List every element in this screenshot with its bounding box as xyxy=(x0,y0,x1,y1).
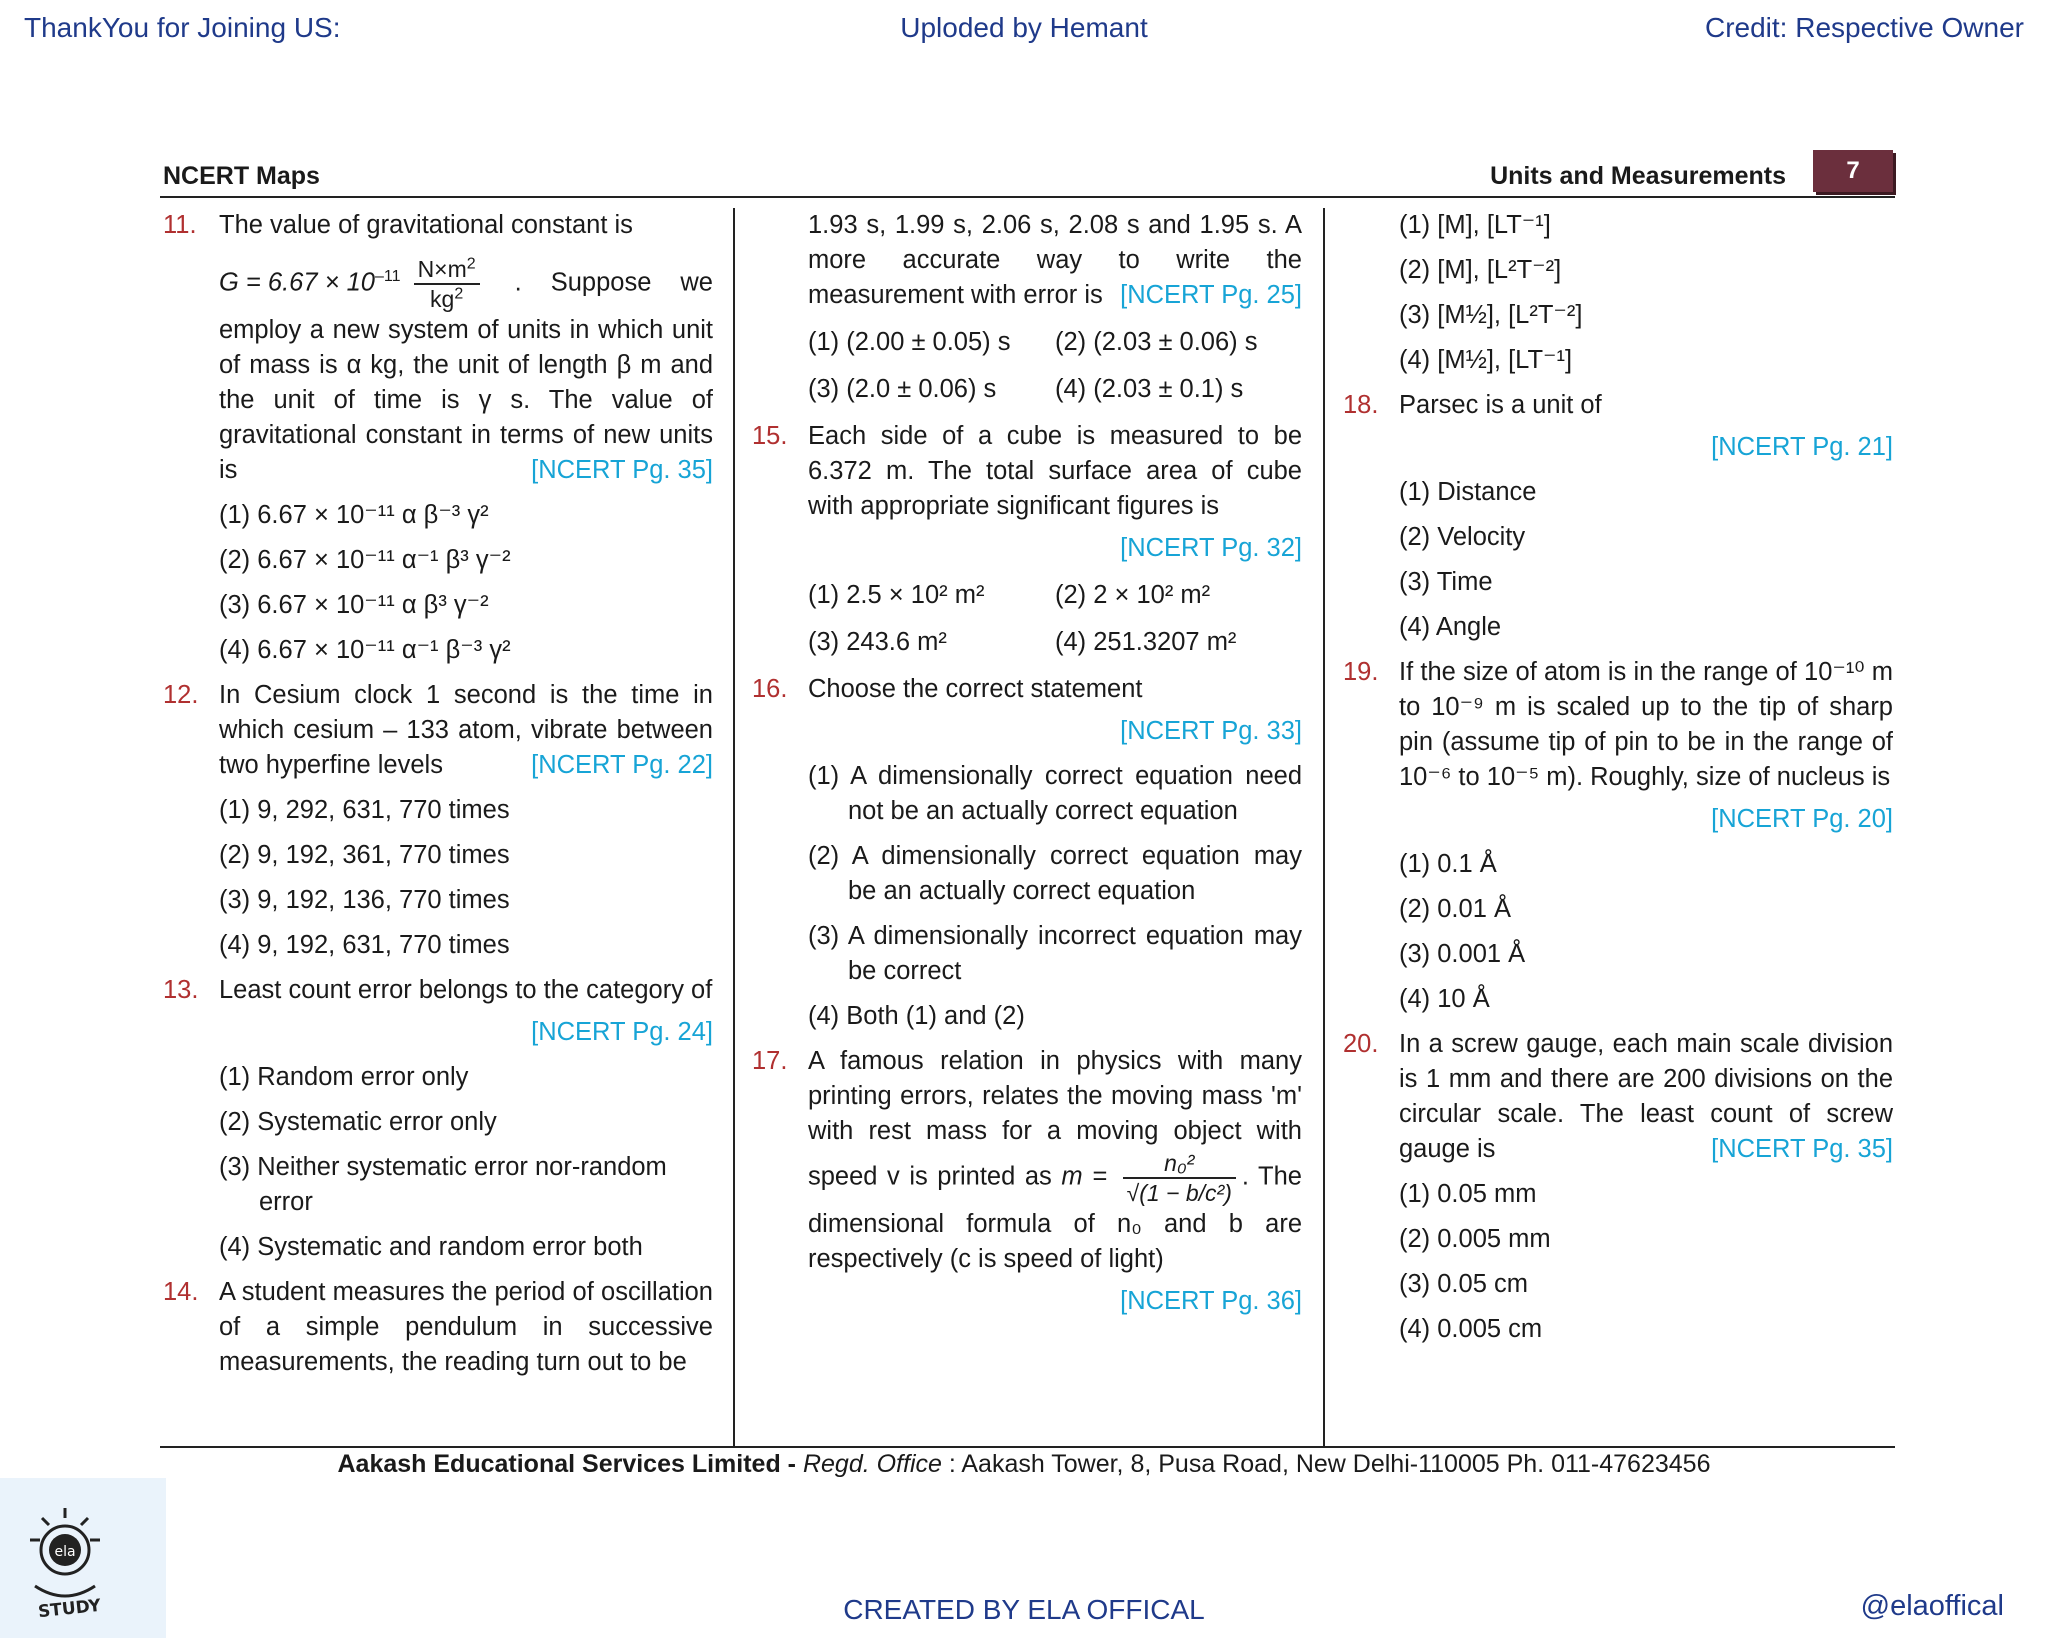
option-4[interactable]: (4) (2.03 ± 0.1) s xyxy=(1055,375,1244,403)
option-3[interactable]: (3) Neither systematic error nor-random error xyxy=(219,1153,667,1216)
question-number: 17. xyxy=(752,1047,788,1075)
question-text: Choose the correct statement xyxy=(808,675,1143,703)
option-3[interactable]: (3) 6.67 × 10⁻¹¹ α β³ γ⁻² xyxy=(219,591,489,619)
option-3[interactable]: (3) A dimensionally incorrect equation may be correct xyxy=(808,922,1302,985)
mass-equation-fraction: $\frac{\text{n₀²}}{\text{√(1 − b/c²)}}$ xyxy=(1123,1149,1236,1207)
option-1[interactable]: (1) 9, 292, 631, 770 times xyxy=(219,796,510,824)
option-1[interactable]: (1) Distance xyxy=(1399,478,1537,506)
question-12 xyxy=(163,678,713,783)
column-1 xyxy=(163,208,713,1387)
option-3[interactable]: (3) [M½], [L²T⁻²] xyxy=(1399,301,1583,329)
question-19 xyxy=(1343,655,1893,795)
question-14 xyxy=(163,1275,713,1380)
question-15 xyxy=(752,419,1302,524)
question-text: Parsec is a unit of xyxy=(1399,391,1602,419)
option-row xyxy=(752,372,1302,407)
option-2[interactable]: (2) Systematic error only xyxy=(219,1108,497,1136)
option-2[interactable]: (2) [M], [L²T⁻²] xyxy=(1399,256,1562,284)
ncert-reference: [NCERT Pg. 35] xyxy=(531,456,713,484)
option-4[interactable]: (4) Systematic and random error both xyxy=(219,1233,643,1261)
option-1[interactable]: (1) (2.00 ± 0.05) s xyxy=(808,328,1011,356)
question-18 xyxy=(1343,388,1893,423)
gravity-unit-fraction: $\frac{N\times m^2}{kg^2}$ xyxy=(414,255,480,313)
option-4[interactable]: (4) 10 Å xyxy=(1399,985,1490,1013)
ncert-reference: [NCERT Pg. 32] xyxy=(1120,534,1302,562)
option-2[interactable]: (2) 0.005 mm xyxy=(1399,1225,1551,1253)
option-4[interactable]: (4) [M½], [LT⁻¹] xyxy=(1399,346,1573,374)
question-11 xyxy=(163,208,713,488)
option-1[interactable]: (1) A dimensionally correct equation need not be an actually correct equation xyxy=(808,762,1302,825)
banner-left: ThankYou for Joining US: xyxy=(24,12,341,43)
option-row xyxy=(752,325,1302,360)
option-4[interactable]: (4) Both (1) and (2) xyxy=(808,1002,1025,1030)
ncert-reference: [NCERT Pg. 22] xyxy=(531,751,713,779)
banner-right: Credit: Respective Owner xyxy=(1704,12,2024,43)
question-text: In a screw gauge, each main scale division is 1 mm and there are 200 divisions on the circular scale. The least count of screw gauge is xyxy=(1399,1030,1893,1163)
question-text-cont: . Suppose we employ a new system of units in which unit of mass is α kg, the unit of length β m and the unit of time is γ s. The value of gravitational constant in terms of new units is xyxy=(219,268,713,484)
created-by-credit: CREATED BY ELA OFFICAL xyxy=(843,1594,1205,1625)
ncert-reference: [NCERT Pg. 20] xyxy=(1711,805,1893,833)
column-3 xyxy=(1343,208,1893,1357)
question-number: 11. xyxy=(163,211,197,239)
footer-address: Aakash Educational Services Limited - Regd. Office : Aakash Tower, 8, Pusa Road, New Delhi-110005 Ph. 011-47623456 xyxy=(337,1450,1711,1478)
option-2[interactable]: (2) 6.67 × 10⁻¹¹ α⁻¹ β³ γ⁻² xyxy=(219,546,511,574)
question-text: If the size of atom is in the range of 10⁻¹⁰ m to 10⁻⁹ m is scaled up to the tip of sharp pin (assume tip of pin to be in the range of 10⁻⁶ to 10⁻⁵ m). Roughly, size of nucleus is xyxy=(1399,658,1893,791)
option-3[interactable]: (3) 243.6 m² xyxy=(808,628,947,656)
option-4[interactable]: (4) 251.3207 m² xyxy=(1055,628,1237,656)
option-2[interactable]: (2) 2 × 10² m² xyxy=(1055,581,1211,609)
svg-text:ela: ela xyxy=(54,1544,76,1560)
question-number: 14. xyxy=(163,1278,199,1306)
ncert-reference: [NCERT Pg. 33] xyxy=(1120,717,1302,745)
question-text: Each side of a cube is measured to be 6.372 m. The total surface area of cube with appropriate significant figures is xyxy=(808,422,1302,520)
gravity-constant-value: G = 6.67 × 10 xyxy=(219,268,375,297)
option-4[interactable]: (4) 9, 192, 631, 770 times xyxy=(219,931,510,959)
ncert-reference: [NCERT Pg. 24] xyxy=(531,1018,713,1046)
question-number: 13. xyxy=(163,976,199,1004)
question-number: 19. xyxy=(1343,658,1379,686)
option-3[interactable]: (3) 0.05 cm xyxy=(1399,1270,1528,1298)
footer-rule xyxy=(160,1446,1895,1448)
column-divider-1 xyxy=(733,208,735,1446)
option-3[interactable]: (3) 0.001 Å xyxy=(1399,940,1526,968)
question-text: Least count error belongs to the category of xyxy=(219,976,713,1004)
question-text-cont: dimensional formula of n₀ and b are respectively (c is speed of light) xyxy=(808,1210,1302,1273)
option-4[interactable]: (4) 6.67 × 10⁻¹¹ α⁻¹ β⁻³ γ² xyxy=(219,636,511,664)
option-4[interactable]: (4) 0.005 cm xyxy=(1399,1315,1543,1343)
social-handle[interactable]: @elaoffical xyxy=(1860,1590,2004,1622)
ncert-reference: [NCERT Pg. 35] xyxy=(1711,1135,1893,1163)
gravity-exponent: –11 xyxy=(374,268,401,286)
question-number: 16. xyxy=(752,675,788,703)
header-chapter-title: Units and Measurements xyxy=(1490,162,1786,190)
question-text: In Cesium clock 1 second is the time in which cesium – 133 atom, vibrate between two hyperfine levels xyxy=(219,681,713,779)
option-3[interactable]: (3) 9, 192, 136, 770 times xyxy=(219,886,510,914)
option-3[interactable]: (3) (2.0 ± 0.06) s xyxy=(808,375,997,403)
question-13 xyxy=(163,973,713,1008)
banner-center: Uploded by Hemant xyxy=(900,12,1148,43)
header-book-title: NCERT Maps xyxy=(163,162,320,190)
option-1[interactable]: (1) Random error only xyxy=(219,1063,469,1091)
option-1[interactable]: (1) [M], [LT⁻¹] xyxy=(1399,211,1551,239)
header-rule xyxy=(160,196,1895,198)
question-16 xyxy=(752,672,1302,707)
option-4[interactable]: (4) Angle xyxy=(1399,613,1502,641)
question-text: A famous relation in physics with many printing errors, relates the moving mass 'm' with rest mass for a moving object with speed v is printed as xyxy=(808,1047,1302,1191)
mass-equation-lhs: m = xyxy=(1061,1162,1108,1191)
question-number: 15. xyxy=(752,422,788,450)
question-17: 17. A famous relation in physics with many printing errors, relates the moving mass 'm' with rest mass for a moving object with speed v is printed as m = $\frac{\text{n₀²}}{\text{√(1 − b/c²)}}$ . The dimensional formula of n₀ and b are respectively (c is speed of light) xyxy=(752,1044,1302,1277)
option-row xyxy=(752,625,1302,660)
option-3[interactable]: (3) Time xyxy=(1399,568,1493,596)
option-1[interactable]: (1) 0.1 Å xyxy=(1399,850,1497,878)
question-number: 20. xyxy=(1343,1030,1379,1058)
ncert-reference: [NCERT Pg. 36] xyxy=(1120,1287,1302,1315)
option-2[interactable]: (2) 0.01 Å xyxy=(1399,895,1511,923)
column-2 xyxy=(752,208,1302,1325)
question-text: The value of gravitational constant is xyxy=(219,211,633,239)
option-2[interactable]: (2) Velocity xyxy=(1399,523,1526,551)
option-2[interactable]: (2) (2.03 ± 0.06) s xyxy=(1055,328,1258,356)
page-number: 7 xyxy=(1813,150,1893,192)
svg-text:STUDY: STUDY xyxy=(37,1595,102,1623)
question-14-continued xyxy=(752,208,1302,313)
option-2[interactable]: (2) 9, 192, 361, 770 times xyxy=(219,841,510,869)
ncert-reference: [NCERT Pg. 25] xyxy=(1120,281,1302,309)
option-2[interactable]: (2) A dimensionally correct equation may be an actually correct equation xyxy=(808,842,1302,905)
option-1[interactable]: (1) 0.05 mm xyxy=(1399,1180,1537,1208)
option-1[interactable]: (1) 6.67 × 10⁻¹¹ α β⁻³ γ² xyxy=(219,501,489,529)
ncert-reference: [NCERT Pg. 21] xyxy=(1711,433,1893,461)
option-1[interactable]: (1) 2.5 × 10² m² xyxy=(808,581,985,609)
question-text: A student measures the period of oscillation of a simple pendulum in successive measurements, the reading turn out to be xyxy=(219,1278,713,1376)
question-number: 18. xyxy=(1343,391,1379,419)
option-row xyxy=(752,578,1302,613)
question-text-cont: 1.93 s, 1.99 s, 2.06 s, 2.08 s and 1.95 s. A more accurate way to write the measurement with error is xyxy=(808,211,1302,309)
question-20 xyxy=(1343,1027,1893,1167)
column-divider-2 xyxy=(1323,208,1325,1446)
question-number: 12. xyxy=(163,681,199,709)
